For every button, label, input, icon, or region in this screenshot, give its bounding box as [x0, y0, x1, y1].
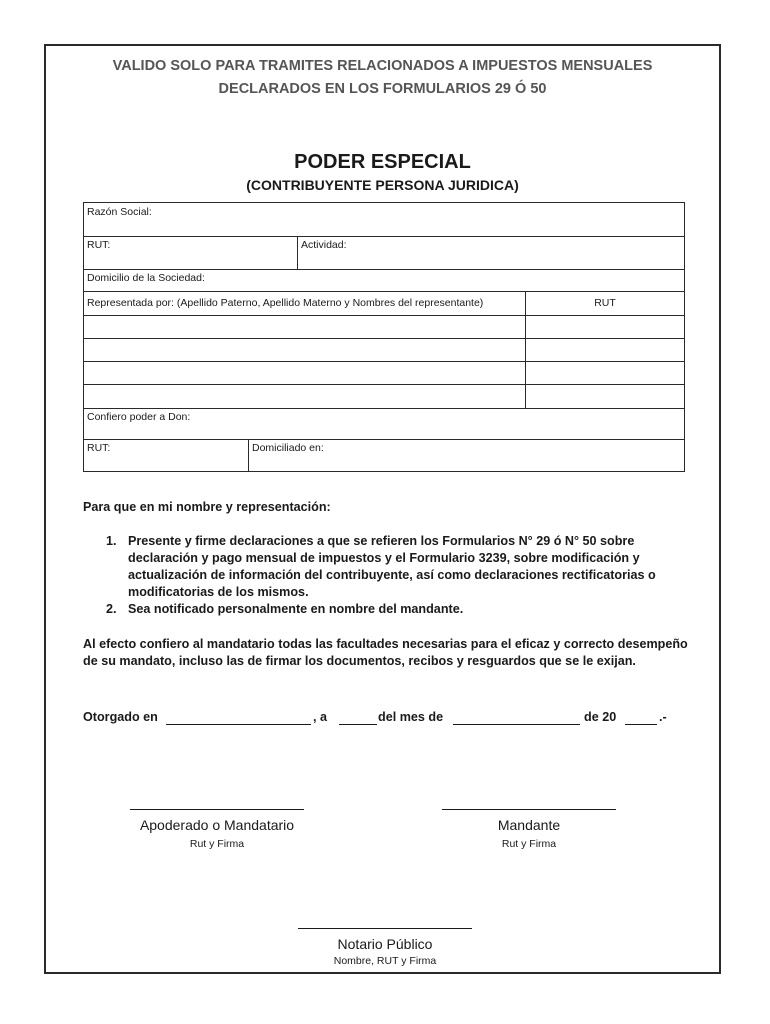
apoderado-signature-sub: Rut y Firma [189, 838, 245, 850]
representante-name-field-2[interactable] [84, 339, 525, 361]
otorgado-month-field[interactable] [453, 724, 580, 725]
domicilio-sociedad-field[interactable] [84, 270, 684, 291]
faculties-paragraph: Al efecto confiero al mandatario todas las facultades necesarias para el eficaz y correcto desempeño de su mandato, incluso las de firmar los documentos, recibos y resguardos que se le exijan. [83, 637, 688, 668]
razon-social-field[interactable] [84, 203, 684, 236]
domiciliado-label: Domiciliado en: [252, 442, 324, 454]
row-divider [84, 291, 684, 292]
actividad-field[interactable] [298, 237, 684, 269]
domiciliado-field[interactable] [249, 440, 684, 471]
actividad-label: Actividad: [301, 239, 347, 251]
validity-notice-line2: DECLARADOS EN LOS FORMULARIOS 29 Ó 50 [218, 81, 547, 97]
representante-name-field-3[interactable] [84, 362, 525, 384]
otorgado-month-text: del mes de [378, 710, 444, 724]
intro-paragraph: Para que en mi nombre y representación: [83, 500, 331, 514]
representante-rut-field-2[interactable] [526, 339, 684, 361]
notario-signature-title: Notario Público [337, 936, 433, 952]
representante-rut-field-4[interactable] [526, 385, 684, 407]
apoderado-signature-title: Apoderado o Mandatario [139, 817, 295, 833]
list-item-number: 1. [106, 534, 117, 548]
company-rut-field[interactable] [84, 237, 297, 269]
otorgado-end-text: .- [659, 710, 667, 724]
list-item-text: Presente y firme declaraciones a que se refieren los Formularios N° 29 ó N° 50 sobre declaración y pago mensual de impuestos y el Formulario 3239, sobre modificación y actualización de información del contribuyente, así como declaraciones rectificatorias o modificatorias de los mismos. [128, 534, 656, 599]
company-form-table [83, 202, 685, 472]
confiero-poder-label: Confiero poder a Don: [87, 411, 191, 423]
otorgado-year-text: de 20 [584, 710, 617, 724]
list-item-text: Sea notificado personalmente en nombre del mandante. [128, 602, 464, 616]
mandante-signature-sub: Rut y Firma [501, 838, 557, 850]
notario-signature-line[interactable] [298, 928, 472, 929]
representante-rut-header: RUT [594, 297, 616, 309]
razon-social-label: Razón Social: [87, 206, 152, 218]
representante-name-field-4[interactable] [84, 385, 525, 407]
notario-signature-sub: Nombre, RUT y Firma [333, 955, 437, 967]
list-item [106, 533, 696, 601]
list-item-number: 2. [106, 602, 117, 616]
otorgado-place-field[interactable] [166, 724, 311, 725]
mandante-signature-title: Mandante [497, 817, 561, 833]
representante-rut-field-1[interactable] [526, 316, 684, 338]
apoderado-rut-field[interactable] [84, 440, 248, 471]
mandante-signature-line[interactable] [442, 809, 616, 810]
otorgado-day-field[interactable] [339, 724, 377, 725]
document-subtitle: (CONTRIBUYENTE PERSONA JURIDICA) [246, 177, 519, 193]
representada-label: Representada por: (Apellido Paterno, Apellido Materno y Nombres del representante) [87, 297, 484, 309]
document-page [44, 44, 721, 974]
list-item [106, 601, 696, 618]
representante-rut-field-3[interactable] [526, 362, 684, 384]
otorgado-text: Otorgado en [83, 710, 158, 724]
apoderado-name-field[interactable] [84, 409, 684, 439]
otorgado-year-field[interactable] [625, 724, 657, 725]
otorgado-day-text: , a [313, 710, 328, 724]
company-rut-label: RUT: [87, 239, 111, 251]
apoderado-rut-label: RUT: [87, 442, 111, 454]
otorgado-line [83, 710, 703, 730]
representante-name-field-1[interactable] [84, 316, 525, 338]
document-title: PODER ESPECIAL [294, 151, 471, 173]
domicilio-sociedad-label: Domicilio de la Sociedad: [87, 272, 205, 284]
validity-notice-line1: VALIDO SOLO PARA TRAMITES RELACIONADOS A IMPUESTOS MENSUALES [112, 58, 653, 74]
apoderado-signature-line[interactable] [130, 809, 304, 810]
